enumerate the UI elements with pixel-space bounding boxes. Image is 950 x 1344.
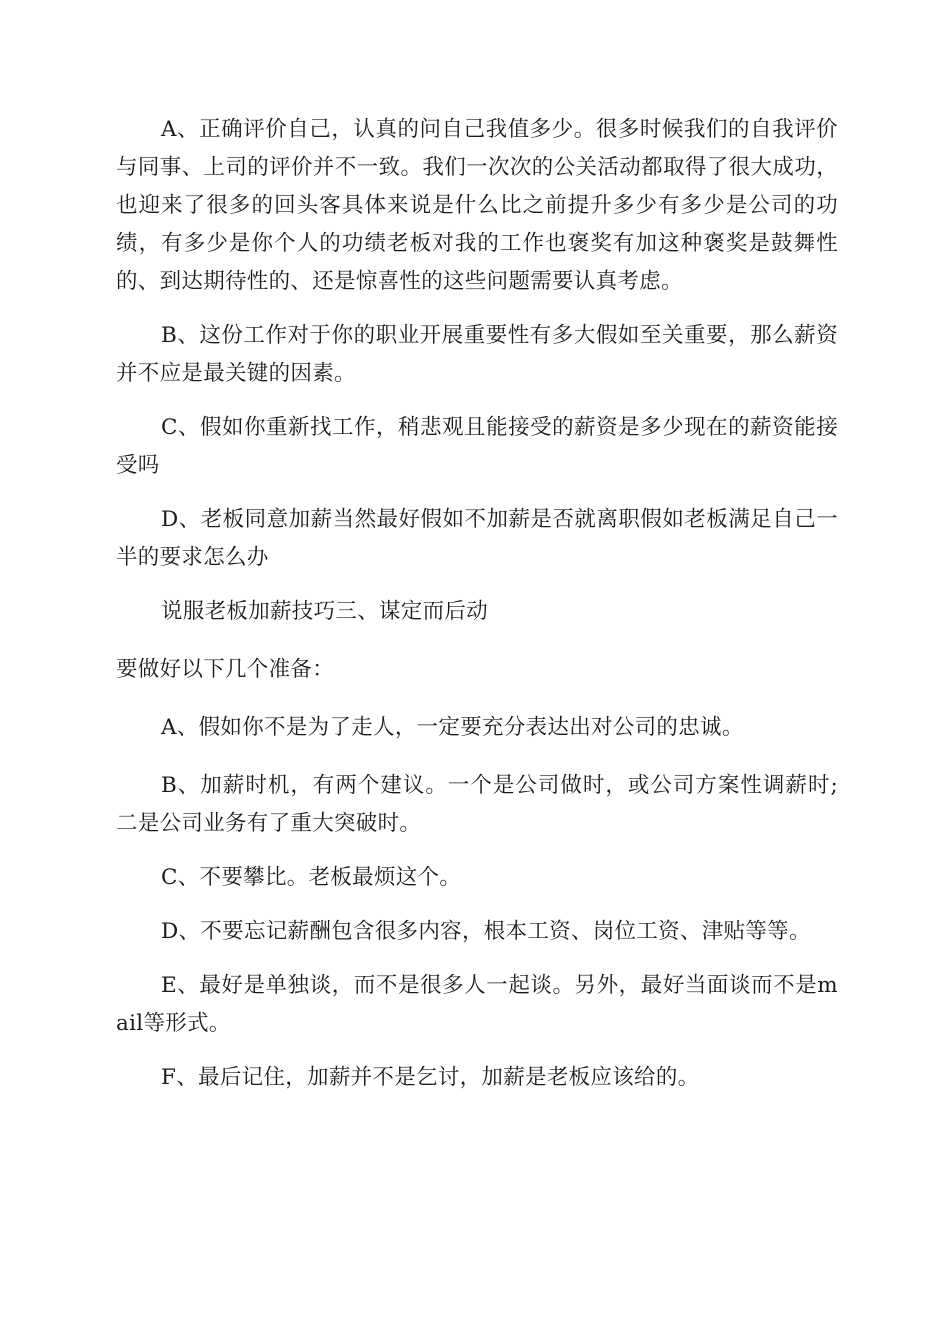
paragraph-job-importance: B、这份工作对于你的职业开展重要性有多大假如至关重要，那么薪资并不应是最关键的因素。 (116, 323, 838, 386)
paragraph-no-comparison: C、不要攀比。老板最烦这个。 (161, 865, 462, 890)
paragraph-talk-alone: E、最好是单独谈，而不是很多人一起谈。另外，最好当面谈而不是mail等形式。 (116, 973, 838, 1036)
paragraph-loyalty: A、假如你不是为了走人，一定要充分表达出对公司的忠诚。 (161, 715, 744, 740)
paragraph-self-evaluation: A、正确评价自己，认真的问自己我值多少。很多时候我们的自我评价与同事、上司的评价并不一致。我们一次次的公关活动都取得了很大成功，也迎来了很多的回头客具体来说是什么比之前提升多少有多少是公司的功绩，有多少是你个人的功绩老板对我的工作也褒奖有加这种褒奖是鼓舞性的、到达期待性的、还是惊喜性的这些问题需要认真考虑。 (116, 117, 838, 294)
paragraph-final-note: F、最后记住，加薪并不是乞讨，加薪是老板应该给的。 (161, 1065, 700, 1090)
paragraph-timing: B、加薪时机，有两个建议。一个是公司做时，或公司方案性调薪时;二是公司业务有了重大突破时。 (116, 773, 838, 836)
paragraph-boss-response: D、老板同意加薪当然最好假如不加薪是否就离职假如老板满足自己一半的要求怎么办 (116, 507, 838, 570)
paragraph-new-job-salary: C、假如你重新找工作，稍悲观且能接受的薪资是多少现在的薪资能接受吗 (116, 415, 838, 478)
paragraph-compensation: D、不要忘记薪酬包含很多内容，根本工资、岗位工资、津贴等等。 (161, 919, 811, 944)
section-heading: 说服老板加薪技巧三、谋定而后动 (161, 599, 489, 624)
paragraph-preparation-intro: 要做好以下几个准备： (116, 657, 335, 682)
document-page (116, 111, 838, 1097)
